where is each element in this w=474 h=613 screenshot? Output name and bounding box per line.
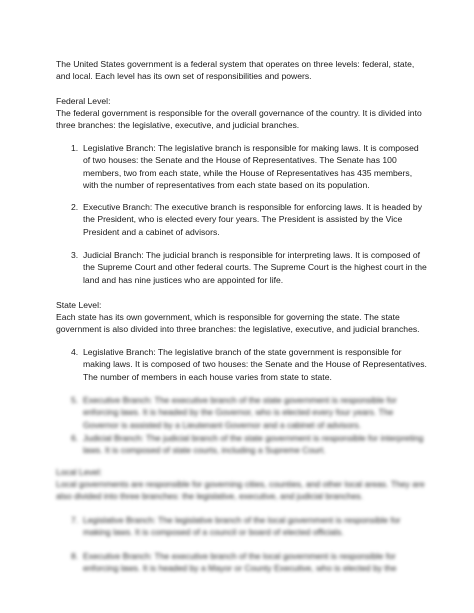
- list-item: [56, 550, 428, 575]
- state-section-heading: State Level:: [56, 300, 102, 310]
- list-item-text: Judicial Branch: The judicial branch is responsible for interpreting laws. It is composed of the Supreme Court and other federal courts. The Supreme Court is the highest court in the land and has nine justices who are appointed for life.: [83, 250, 427, 285]
- federal-section-text: The federal government is responsible for the overall governance of the country. It is divided into three branches: the legislative, executive, and judicial branches.: [56, 108, 422, 131]
- list-item-text: Executive Branch: The executive branch of the state government is responsible for enforcing laws. It is headed by the Governor, who is elected every four years. The Governor is assisted by a Lieutenant Governor and a cabinet of advisors.: [83, 395, 397, 430]
- state-section-text: Each state has its own government, which is responsible for governing the state. The state government is also divided into three branches: the legislative, executive, and judicial branches.: [56, 312, 420, 335]
- list-item: [56, 346, 428, 383]
- list-item-text: Legislative Branch: The legislative branch of the state government is responsible for making laws. It is composed of two houses: the Senate and the House of Representatives. The number of members in each house varies from state to state.: [83, 347, 427, 382]
- list-item-text: Judicial Branch: The judicial branch of the state government is responsible for interpreting laws. It is composed of state courts, including a Supreme Court.: [83, 433, 424, 456]
- federal-section-heading: Federal Level:: [56, 96, 111, 106]
- list-item-number: 5.: [71, 395, 79, 405]
- list-item-number: 6.: [71, 433, 79, 443]
- list-item-text: Executive Branch: The executive branch is responsible for enforcing laws. It is headed by the President, who is elected every four years. The President is assisted by the Vice President and a cabinet of advisors.: [83, 202, 422, 237]
- list-item: [56, 394, 428, 431]
- list-item: [56, 432, 428, 457]
- list-item: [56, 201, 428, 238]
- list-item-number: 4.: [71, 347, 79, 357]
- local-section-heading: Local Level:: [56, 467, 102, 477]
- list-item-number: 3.: [71, 250, 79, 260]
- list-item-number: 1.: [71, 143, 79, 153]
- list-item-text: Legislative Branch: The legislative branch is responsible for making laws. It is composed of two houses: the Senate and the House of Representatives. The Senate has 100 members, two from each state, while the House of Representatives has 435 members, with the number of representatives from each state based on its population.: [83, 143, 419, 190]
- local-section-text: Local governments are responsible for governing cities, counties, and other local areas. They are also divided into three branches: the legislative, executive, and judicial branches.: [56, 479, 425, 502]
- intro-paragraph: The United States government is a federal system that operates on three levels: federal, state, and local. Each level has its own set of responsibilities and powers.: [56, 59, 415, 82]
- list-item: [56, 249, 428, 286]
- list-item: [56, 514, 428, 539]
- list-item-number: 8.: [71, 551, 79, 561]
- list-item-text: Executive Branch: The executive branch of the local government is responsible for enforcing laws. It is headed by a Mayor or County Executive, who is elected by the: [83, 551, 397, 574]
- list-item-number: 2.: [71, 202, 79, 212]
- list-item-text: Legislative Branch: The legislative branch of the local government is responsible for making laws. It is composed of a council or board of elected officials.: [83, 515, 401, 538]
- list-item-number: 7.: [71, 515, 79, 525]
- list-item: [56, 142, 428, 191]
